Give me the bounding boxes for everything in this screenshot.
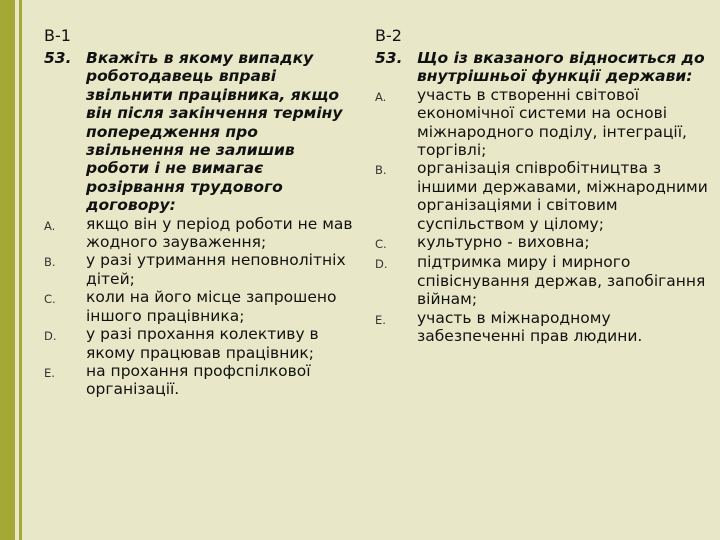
option-text: якщо він у період роботи не мав жодного зауваження; (86, 214, 353, 252)
variant-2-option-d (375, 253, 710, 308)
variant-2-question-number: 53. (375, 49, 403, 67)
variant-1-question-text: Вкажіть в якому випадку роботодавець вправі звільнити працівника, якщо він після закінчення терміну попередження про звільнення не залишив роботи і не вимагає розірвання трудового договору: (86, 49, 343, 215)
option-letter: E. (44, 365, 55, 380)
option-letter: D. (44, 329, 57, 344)
variant-1-option-d (44, 325, 354, 362)
variant-1-question (44, 49, 354, 215)
option-letter: C. (375, 237, 387, 252)
variant-2-option-c (375, 233, 710, 253)
option-letter: A. (44, 218, 56, 233)
option-text: на прохання профспілкової організації. (86, 361, 311, 399)
option-text: у разі утримання неповнолітніх дітей; (86, 251, 346, 288)
variant-2-option-e (375, 309, 710, 346)
variant-2-option-b (375, 159, 710, 233)
option-text: участь в міжнародному забезпеченні прав людини. (417, 308, 643, 346)
option-letter: A. (375, 89, 387, 104)
variant-2-question (375, 49, 710, 86)
option-text: коли на його місце запрошено іншого працівника; (86, 288, 337, 325)
variant-2-option-a (375, 86, 710, 160)
option-text: організація співробітництва з іншими державами, міжнародними організаціями і світовим суспільством у цілому; (417, 159, 708, 233)
option-text: участь в створенні світової економічної системи на основі міжнародного поділу, інтеграції, торгівлі; (417, 85, 687, 160)
variant-1-heading: В-1 (44, 26, 71, 45)
option-letter: B. (375, 163, 387, 178)
variant-1-option-b (44, 251, 354, 288)
variant-2-question-text: Що із вказаного відноситься до внутрішньої функції держави: (417, 49, 705, 86)
left-accent-bar (0, 0, 15, 540)
option-letter: E. (375, 312, 386, 327)
option-letter: C. (44, 292, 56, 307)
variant-1-option-a (44, 215, 354, 252)
variant-1-option-e (44, 362, 354, 399)
option-letter: B. (44, 255, 56, 270)
variant-1-option-c (44, 288, 354, 325)
option-letter: D. (375, 257, 388, 272)
variant-1-column (44, 16, 354, 399)
option-text: у разі прохання колективу в якому працював працівник; (86, 325, 319, 362)
option-text: культурно - виховна; (417, 233, 590, 252)
option-text: підтримка миру і мирного співіснування держав, запобігання війнам; (417, 253, 706, 309)
variant-2-heading: В-2 (375, 26, 402, 45)
variant-2-column (375, 16, 710, 346)
variant-1-question-number: 53. (44, 49, 72, 67)
left-accent-line (19, 0, 22, 540)
